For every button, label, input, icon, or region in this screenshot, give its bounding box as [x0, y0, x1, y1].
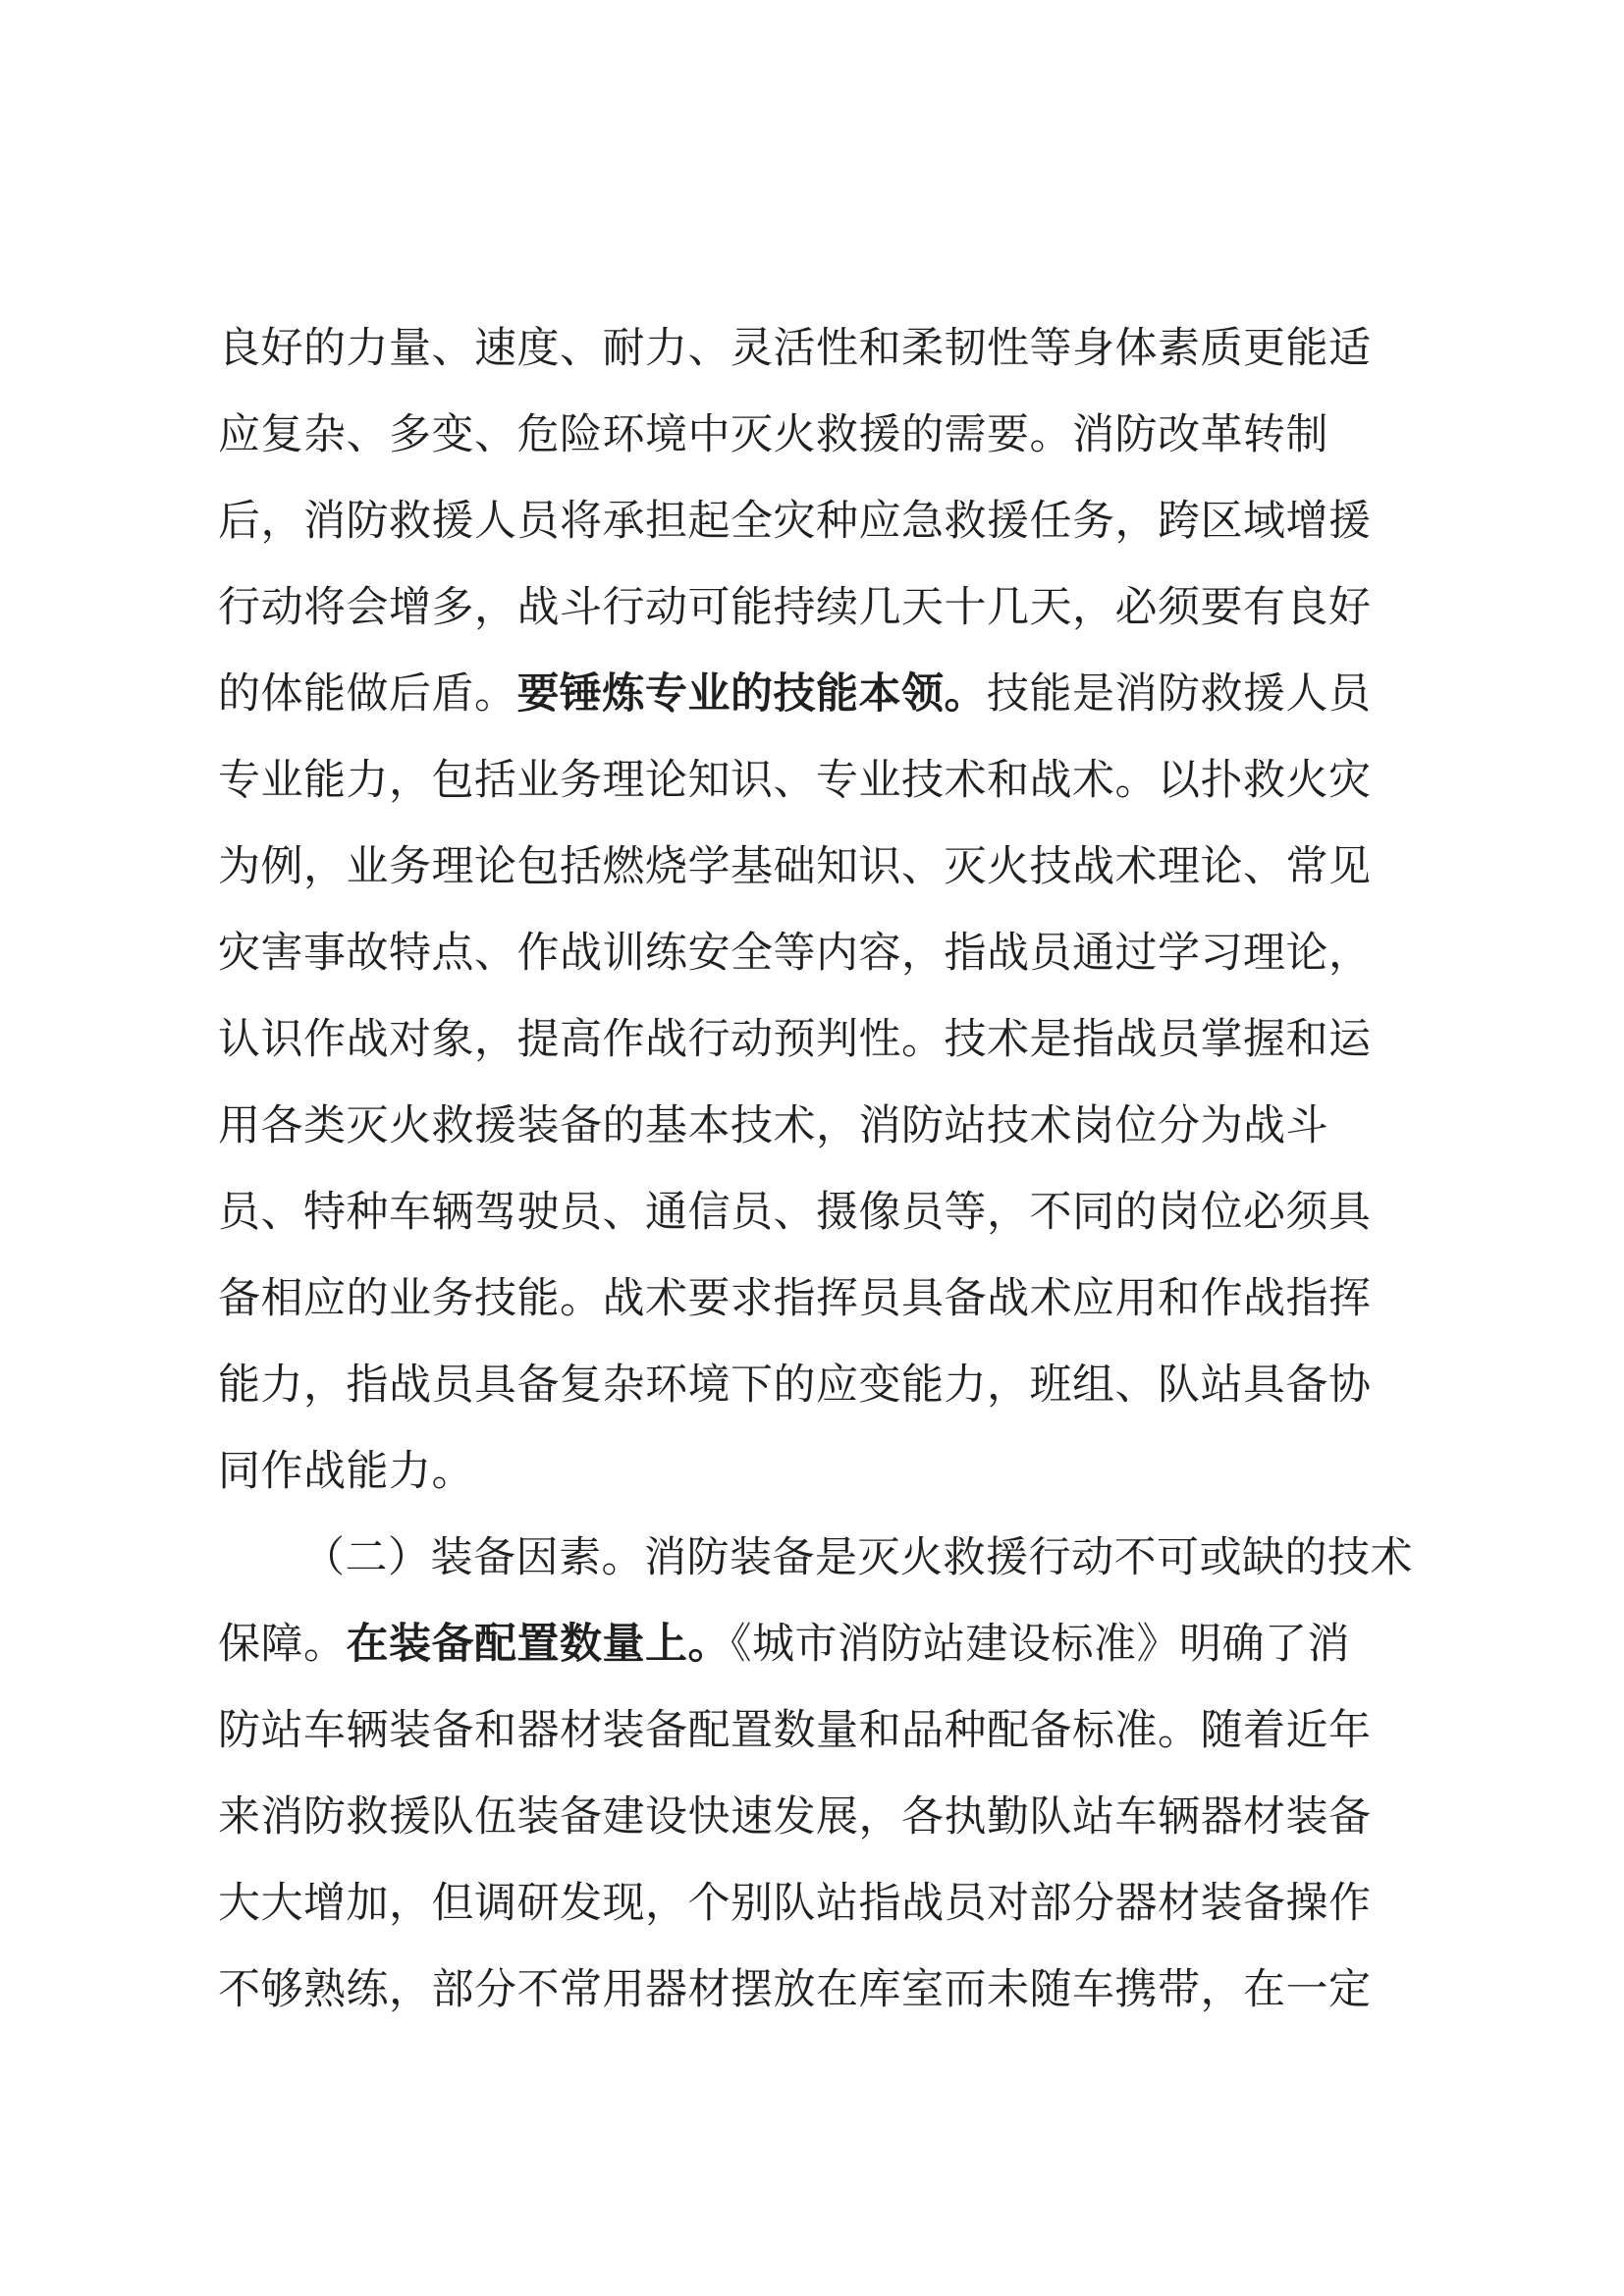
text-line: [218, 1342, 1421, 1428]
text-segment: 技能是消防救援人员: [987, 669, 1372, 719]
text-segment: 专业能力，包括业务理论知识、专业技术和战术。以扑救火灾: [218, 756, 1372, 805]
text-segment: 员、特种车辆驾驶员、通信员、摄像员等，不同的岗位必须具: [218, 1188, 1372, 1237]
text-segment: 《城市消防站建设标准》明确了消: [731, 1620, 1350, 1669]
text-segment: 的体能做后盾。: [218, 669, 517, 719]
text-segment: 备相应的业务技能。战术要求指挥员具备战术应用和作战指挥: [218, 1274, 1372, 1323]
text-line: [218, 651, 1421, 737]
text-line: [218, 478, 1421, 564]
text-segment: 后，消防救援人员将承担起全灾种应急救援任务，跨区域增援: [218, 497, 1372, 546]
text-line: [218, 737, 1421, 824]
text-line: [218, 1947, 1421, 2033]
text-line: [218, 1428, 1421, 1515]
text-segment: 用各类灭火救援装备的基本技术，消防站技术岗位分为战斗: [218, 1101, 1328, 1150]
text-line: [218, 1083, 1421, 1169]
text-segment: 行动将会增多，战斗行动可能持续几天十几天，必须要有良好: [218, 583, 1372, 632]
text-segment: 应复杂、多变、危险环境中灭火救援的需要。消防改革转制: [218, 410, 1328, 459]
text-segment: 认识作战对象，提高作战行动预判性。技术是指战员掌握和运: [218, 1015, 1372, 1064]
text-segment: 良好的力量、速度、耐力、灵活性和柔韧性等身体素质更能适: [218, 324, 1372, 373]
text-line: [218, 824, 1421, 910]
text-line: [218, 1601, 1421, 1687]
text-segment: 防站车辆装备和器材装备配置数量和品种配备标准。随着近年: [218, 1706, 1372, 1755]
text-line: [218, 996, 1421, 1083]
text-line: [218, 564, 1421, 651]
body-text: [218, 305, 1421, 2033]
text-line: [218, 910, 1421, 996]
text-segment: 同作战能力。: [218, 1447, 474, 1496]
text-segment: 来消防救援队伍装备建设快速发展，各执勤队站车辆器材装备: [218, 1792, 1372, 1842]
text-segment: 不够熟练，部分不常用器材摆放在库室而未随车携带，在一定: [218, 1965, 1372, 2014]
text-line: [218, 1169, 1421, 1255]
text-segment: 能力，指战员具备复杂环境下的应变能力，班组、队站具备协: [218, 1361, 1372, 1410]
text-segment: （二）装备因素。消防装备是灭火救援行动不可或缺的技术: [302, 1533, 1413, 1582]
text-line: [218, 1774, 1421, 1860]
bold-heading: 要锤炼专业的技能本领。: [516, 669, 987, 719]
text-line: [218, 1687, 1421, 1774]
text-line: [218, 1255, 1421, 1342]
text-segment: 大大增加，但调研发现，个别队站指战员对部分器材装备操作: [218, 1879, 1372, 1928]
text-line: [218, 392, 1421, 478]
text-segment: 保障。: [218, 1620, 347, 1669]
text-line-indented: [218, 1515, 1421, 1601]
bold-heading: 在装备配置数量上。: [346, 1620, 731, 1669]
text-line: [218, 1860, 1421, 1947]
text-line: [218, 305, 1421, 392]
text-segment: 为例，业务理论包括燃烧学基础知识、灭火技战术理论、常见: [218, 842, 1372, 891]
text-segment: 灾害事故特点、作战训练安全等内容，指战员通过学习理论，: [218, 929, 1372, 978]
